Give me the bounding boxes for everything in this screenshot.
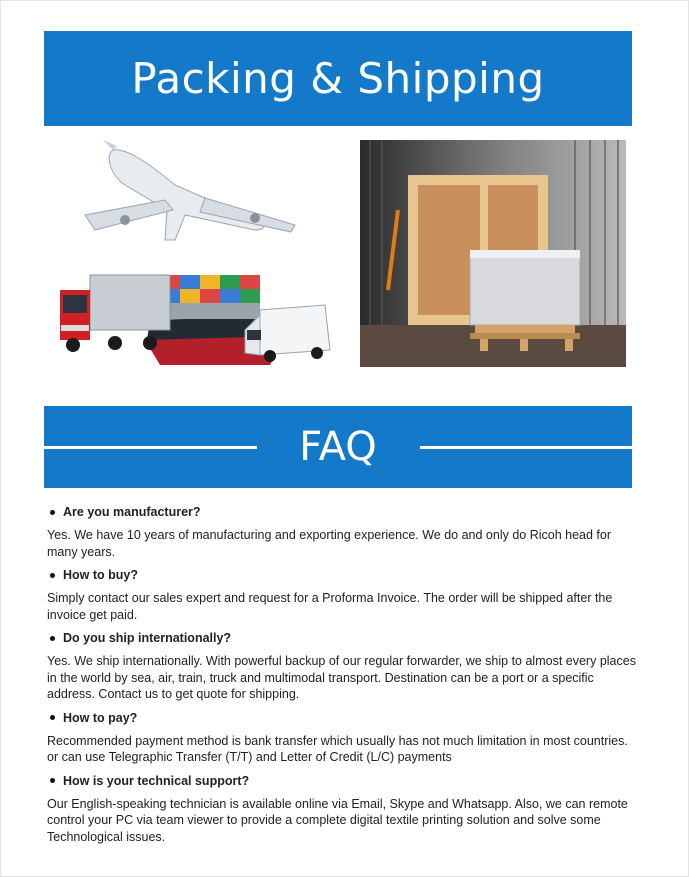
faq-question: How is your technical support? xyxy=(47,774,637,788)
logistics-image xyxy=(55,140,331,367)
faq-answer: Yes. We have 10 years of manufacturing and exporting experience. We do and only do Ricoh head for many years. xyxy=(47,528,612,559)
bullet-icon xyxy=(50,510,55,515)
wrapped-pallet xyxy=(470,250,580,351)
crate-container-image xyxy=(360,140,626,367)
faq-answer: Recommended payment method is bank transfer which usually has not much limitation in most countries. or can use Telegraphic Transfer (T/T) and Letter of Credit (L/C) payments xyxy=(47,733,628,764)
bullet-icon xyxy=(50,636,55,641)
logistics-illustration xyxy=(55,140,331,367)
faq-divider-right xyxy=(420,446,632,449)
faq-divider-left xyxy=(44,446,257,449)
faq-question: Are you manufacturer? xyxy=(47,505,637,519)
bullet-icon xyxy=(50,573,55,578)
bullet-icon xyxy=(50,715,55,720)
faq-banner xyxy=(44,406,632,488)
bullet-icon xyxy=(50,778,55,783)
packing-shipping-banner xyxy=(44,31,632,126)
faq-question: Do you ship internationally? xyxy=(47,631,637,645)
red-truck-icon xyxy=(60,275,170,352)
faq-list xyxy=(47,505,637,853)
faq-question: How to pay? xyxy=(47,711,637,725)
faq-question: How to buy? xyxy=(47,568,637,582)
faq-answer: Our English-speaking technician is available online via Email, Skype and Whatsapp. Also, we can remote control your PC via team viewer to provide a complete digital textile printing solution and solve some Technological issues. xyxy=(47,796,628,844)
faq-answer: Simply contact our sales expert and request for a Proforma Invoice. The order will be shipped after the invoice get paid. xyxy=(47,591,613,622)
faq-answer: Yes. We ship internationally. With powerful backup of our regular forwarder, we ship to almost every places in the world by sea, air, train, truck and multimodal transport. Destination can be a port or a specific address. Contact us to get quote for shipping. xyxy=(47,654,636,701)
crate-illustration xyxy=(360,140,626,367)
faq-title: FAQ xyxy=(299,424,377,470)
page-title: Packing & Shipping xyxy=(131,54,545,103)
airplane-icon xyxy=(85,140,295,240)
